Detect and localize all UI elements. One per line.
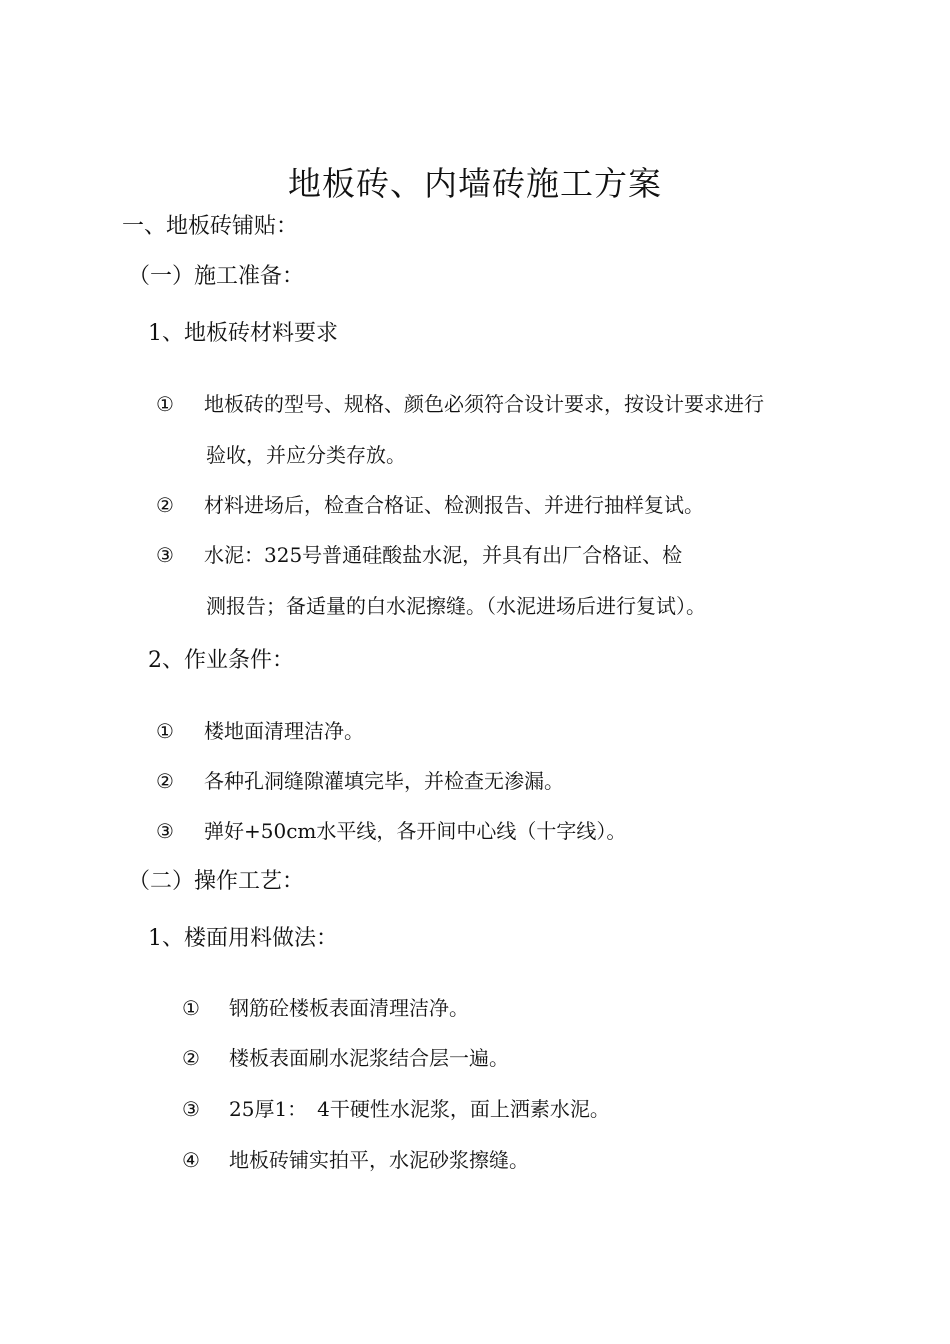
list-text: 楼地面清理洁净。 <box>204 719 364 743</box>
list-text: 地板砖的型号、规格、颜色必须符合设计要求，按设计要求进行 <box>204 392 764 416</box>
item-heading-floor-materials: 1、楼面用料做法： <box>148 926 338 951</box>
subsection-heading-2: （二）操作工艺： <box>128 869 305 894</box>
list-number: ③ <box>156 543 174 567</box>
item-heading-conditions: 2、作业条件： <box>148 648 294 673</box>
list-text: 各种孔洞缝隙灌填完毕，并检查无渗漏。 <box>204 769 564 793</box>
list-text-continued: 测报告；备适量的白水泥擦缝。（水泥进场后进行复试）。 <box>206 594 706 618</box>
section-heading-1: 一、地板砖铺贴： <box>122 214 299 239</box>
list-number: ② <box>156 493 174 517</box>
list-number: ① <box>182 996 200 1020</box>
list-text: 楼板表面刷水泥浆结合层一遍。 <box>229 1046 509 1070</box>
list-number: ④ <box>182 1148 200 1172</box>
subsection-heading-1: （一）施工准备： <box>128 264 305 289</box>
list-text: 水泥：325号普通硅酸盐水泥，并具有出厂合格证、检 <box>204 543 683 567</box>
page-title: 地板砖、内墙砖施工方案 <box>288 164 662 203</box>
list-number: ① <box>156 719 174 743</box>
item-heading-material: 1、地板砖材料要求 <box>148 321 338 346</box>
list-number: ③ <box>182 1097 200 1121</box>
list-text: 钢筋砼楼板表面清理洁净。 <box>229 996 469 1020</box>
list-number: ① <box>156 392 174 416</box>
list-text: 弹好+50cm水平线，各开间中心线（十字线）。 <box>204 819 627 843</box>
list-text: 地板砖铺实拍平，水泥砂浆擦缝。 <box>229 1148 529 1172</box>
list-number: ② <box>182 1046 200 1070</box>
list-number: ② <box>156 769 174 793</box>
list-text: 材料进场后，检查合格证、检测报告、并进行抽样复试。 <box>204 493 704 517</box>
list-text: 25厚1： 4干硬性水泥浆，面上洒素水泥。 <box>229 1097 610 1121</box>
list-number: ③ <box>156 819 174 843</box>
list-text-continued: 验收，并应分类存放。 <box>206 443 406 467</box>
